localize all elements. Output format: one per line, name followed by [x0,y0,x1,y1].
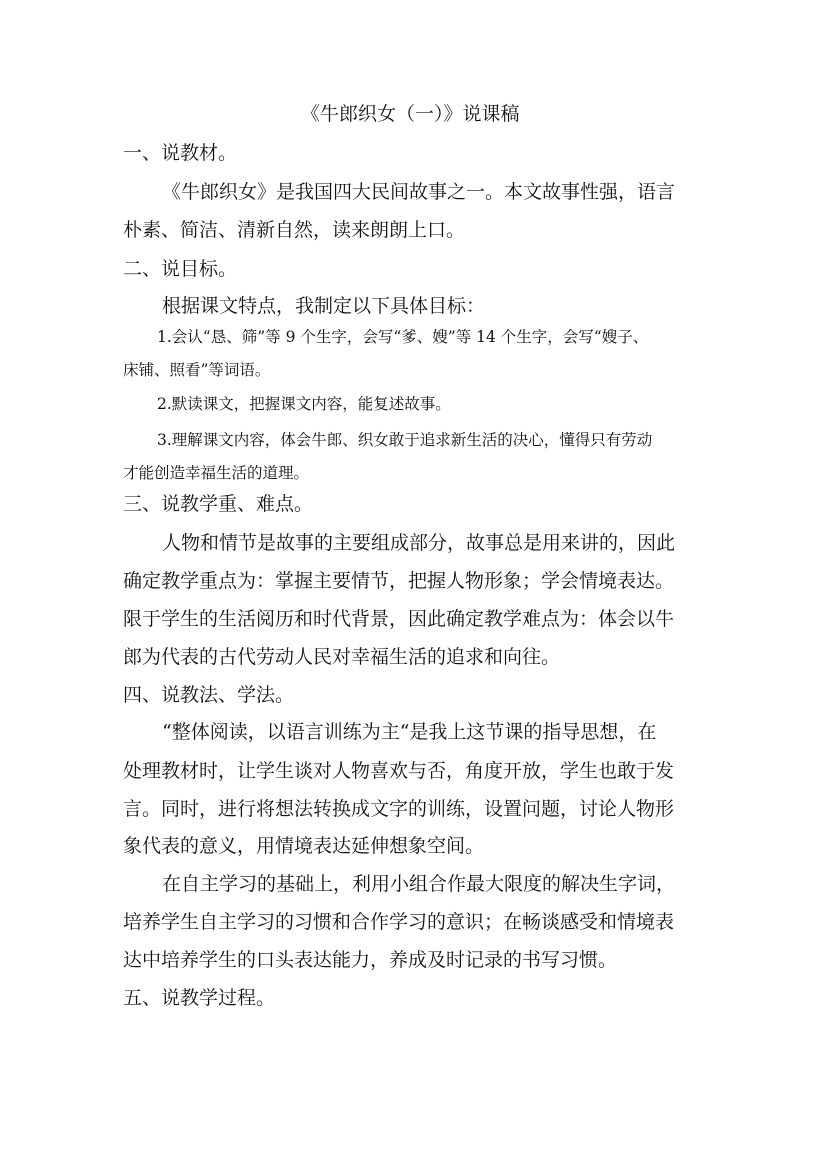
paragraph-line: 限于学生的生活阅历和时代背景，因此确定教学难点为：体会以牛 [123,608,675,630]
section-heading-goals: 二、说目标。 [123,258,238,280]
paragraph-line: 《牛郎织女》是我国四大民间故事之一。本文故事性强，语言 [162,181,676,203]
paragraph-line: 在自主学习的基础上，利用小组合作最大限度的解决生字词， [162,873,676,895]
goal-item-3: 3.理解课文内容，体会牛郎、织女敢于追求新生活的决心，懂得只有劳动 [157,431,653,449]
section-heading-key-points: 三、说教学重、难点。 [123,493,314,515]
goal-item-2: 2.默读课文，把握课文内容，能复述故事。 [157,395,451,413]
paragraph-line: 言。同时，进行将想法转换成文字的训练，设置问题，讨论人物形 [123,798,675,820]
paragraph-line: 达中培养学生的口头表达能力，养成及时记录的书写习惯。 [123,949,618,971]
paragraph-line: 处理教材时，让学生谈对人物喜欢与否，角度开放，学生也敢于发 [123,760,675,782]
paragraph-line: 确定教学重点为：掌握主要情节，把握人物形象；学会情境表达。 [123,570,675,592]
paragraph-line: “整体阅读，以语言训练为主“是我上这节课的指导思想，在 [162,721,657,743]
goal-item-1-cont: 床铺、照看”等词语。 [123,361,271,379]
section-heading-process: 五、说教学过程。 [123,987,276,1009]
paragraph-line: 培养学生自主学习的习惯和合作学习的意识；在畅谈感受和情境表 [123,911,675,933]
goal-item-3-cont: 才能创造幸福生活的道理。 [123,464,310,482]
paragraph-line: 根据课文特点，我制定以下具体目标： [162,295,486,317]
paragraph-line: 朴素、简洁、清新自然，读来朗朗上口。 [123,219,466,241]
goal-item-1: 1.会认“恳、筛”等 9 个生字，会写“爹、嫂”等 14 个生字，会写“嫂子、 [157,328,649,346]
paragraph-line: 郎为代表的古代劳动人民对幸福生活的追求和向往。 [123,646,561,668]
page-title: 《牛郎织女（一）》说课稿 [301,103,520,125]
section-heading-methods: 四、说教法、学法。 [123,684,295,706]
paragraph-line: 人物和情节是故事的主要组成部分，故事总是用来讲的，因此 [162,532,676,554]
paragraph-line: 象代表的意义，用情境表达延伸想象空间。 [123,835,485,857]
section-heading-textbook: 一、说教材。 [123,142,238,164]
